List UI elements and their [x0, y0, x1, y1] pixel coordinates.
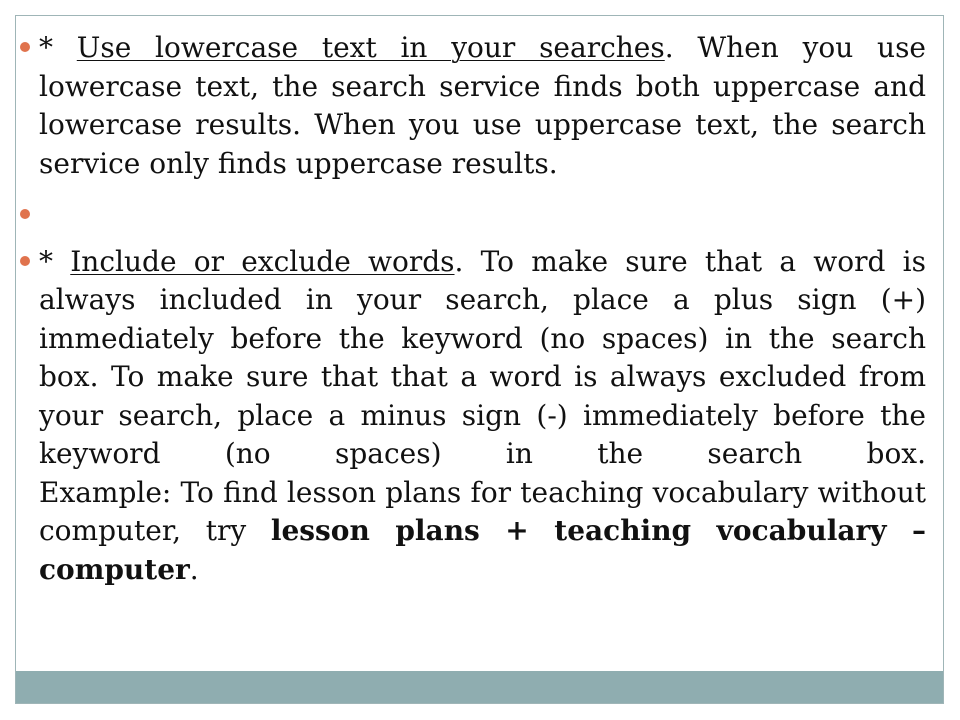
slide-content — [20, 29, 926, 589]
bullet-text-include-exclude: . To make sure that a word is always included in your search, place a plus sign (+) immediately before the keyword (no spaces) in the search box. To make sure that that a word is always excluded from your search, place a minus sign (-) immediately before the keyword (no spaces) in the search box. — [39, 244, 926, 470]
bullet-empty — [20, 196, 926, 235]
bullet-lowercase-searches — [20, 29, 926, 183]
example-query: lesson plans + teaching vocabulary – computer — [39, 514, 926, 586]
example-lead: Example: To find lesson plans for teaching vocabulary without computer, try — [39, 475, 926, 547]
example-end: . — [189, 552, 199, 586]
bullet-heading-include-exclude: Include or exclude words — [70, 244, 455, 278]
bullet-heading-lowercase: Use lowercase text in your searches — [76, 31, 665, 64]
bullet-dot — [20, 42, 30, 52]
bullet-include-exclude — [20, 243, 926, 590]
bullet-dot — [20, 209, 30, 219]
bullet-text-lowercase: . When you use lowercase text, the search service finds both uppercase and lowercase results. When you use uppercase text, the search service only finds uppercase results. — [39, 31, 927, 180]
bullet-body-include-exclude — [39, 243, 926, 474]
bullet-dot — [20, 256, 30, 266]
footer-bar — [16, 671, 943, 703]
bullet-prefix: * — [39, 244, 71, 278]
bullet-prefix: * — [39, 31, 77, 64]
